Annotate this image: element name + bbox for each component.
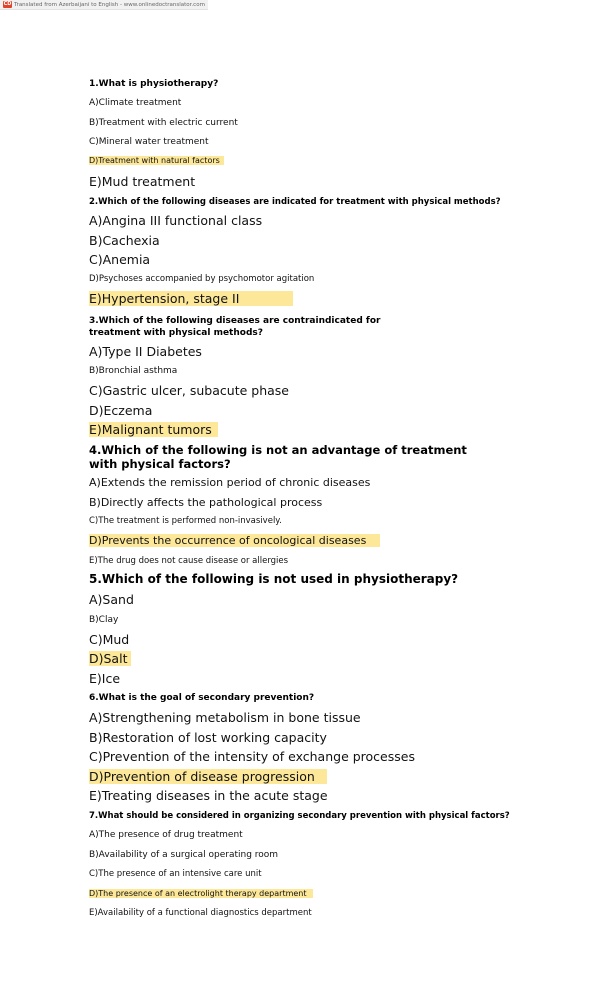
option-2a: A)Angina III functional class	[89, 213, 263, 228]
option-1e: E)Mud treatment	[89, 174, 196, 189]
option-6b: B)Restoration of lost working capacity	[89, 730, 327, 745]
option-4a: A)Extends the remission period of chronic diseases	[89, 476, 371, 489]
option-6a: A)Strengthening metabolism in bone tissue	[89, 710, 361, 725]
option-4b: B)Directly affects the pathological process	[89, 496, 323, 509]
translator-logo-icon: CD	[3, 1, 12, 7]
question-1: 1.What is physiotherapy?	[89, 79, 219, 89]
option-1c: C)Mineral water treatment	[89, 137, 209, 147]
option-7b: B)Availability of a surgical operating room	[89, 850, 279, 860]
banner-text: Translated from Azerbaijani to English - www.onlinedoctranslator.com	[14, 1, 205, 8]
option-6d-highlighted: D)Prevention of disease progression	[89, 769, 327, 784]
option-7c: C)The presence of an intensive care unit	[89, 869, 262, 879]
option-6e: E)Treating diseases in the acute stage	[89, 788, 328, 803]
question-7: 7.What should be considered in organizing secondary prevention with physical factors?	[89, 811, 510, 821]
option-5a: A)Sand	[89, 592, 134, 607]
option-4c: C)The treatment is performed non-invasively.	[89, 516, 282, 526]
question-5: 5.Which of the following is not used in physiotherapy?	[89, 572, 459, 586]
translation-banner	[0, 0, 208, 10]
option-7d-highlighted: D)The presence of an electrolight therapy department	[89, 889, 313, 898]
option-7e: E)Availability of a functional diagnostics department	[89, 908, 312, 918]
option-2d: D)Psychoses accompanied by psychomotor agitation	[89, 274, 315, 284]
question-3: 3.Which of the following diseases are contraindicated for treatment with physical methods?	[89, 316, 381, 338]
option-1a: A)Climate treatment	[89, 98, 182, 108]
option-4e: E)The drug does not cause disease or allergies	[89, 556, 289, 566]
option-5e: E)Ice	[89, 671, 121, 686]
option-2e-highlighted: E)Hypertension, stage II	[89, 291, 293, 306]
option-5b: B)Clay	[89, 615, 119, 625]
option-2c: C)Anemia	[89, 252, 151, 267]
option-6c: C)Prevention of the intensity of exchange processes	[89, 749, 415, 764]
question-2: 2.Which of the following diseases are indicated for treatment with physical methods?	[89, 197, 501, 207]
option-3d: D)Eczema	[89, 403, 153, 418]
option-4d-highlighted: D)Prevents the occurrence of oncological diseases	[89, 534, 380, 547]
question-6: 6.What is the goal of secondary prevention?	[89, 693, 315, 703]
option-1b: B)Treatment with electric current	[89, 118, 238, 128]
option-5c: C)Mud	[89, 632, 130, 647]
question-4: 4.Which of the following is not an advantage of treatment with physical factors?	[89, 443, 467, 471]
option-7a: A)The presence of drug treatment	[89, 830, 243, 840]
option-3b: B)Bronchial asthma	[89, 366, 178, 376]
option-2b: B)Cachexia	[89, 233, 160, 248]
option-5d-highlighted: D)Salt	[89, 651, 131, 666]
option-3c: C)Gastric ulcer, subacute phase	[89, 383, 289, 398]
option-1d-highlighted: D)Treatment with natural factors	[89, 156, 224, 165]
option-3a: A)Type II Diabetes	[89, 344, 202, 359]
option-3e-highlighted: E)Malignant tumors	[89, 422, 218, 437]
